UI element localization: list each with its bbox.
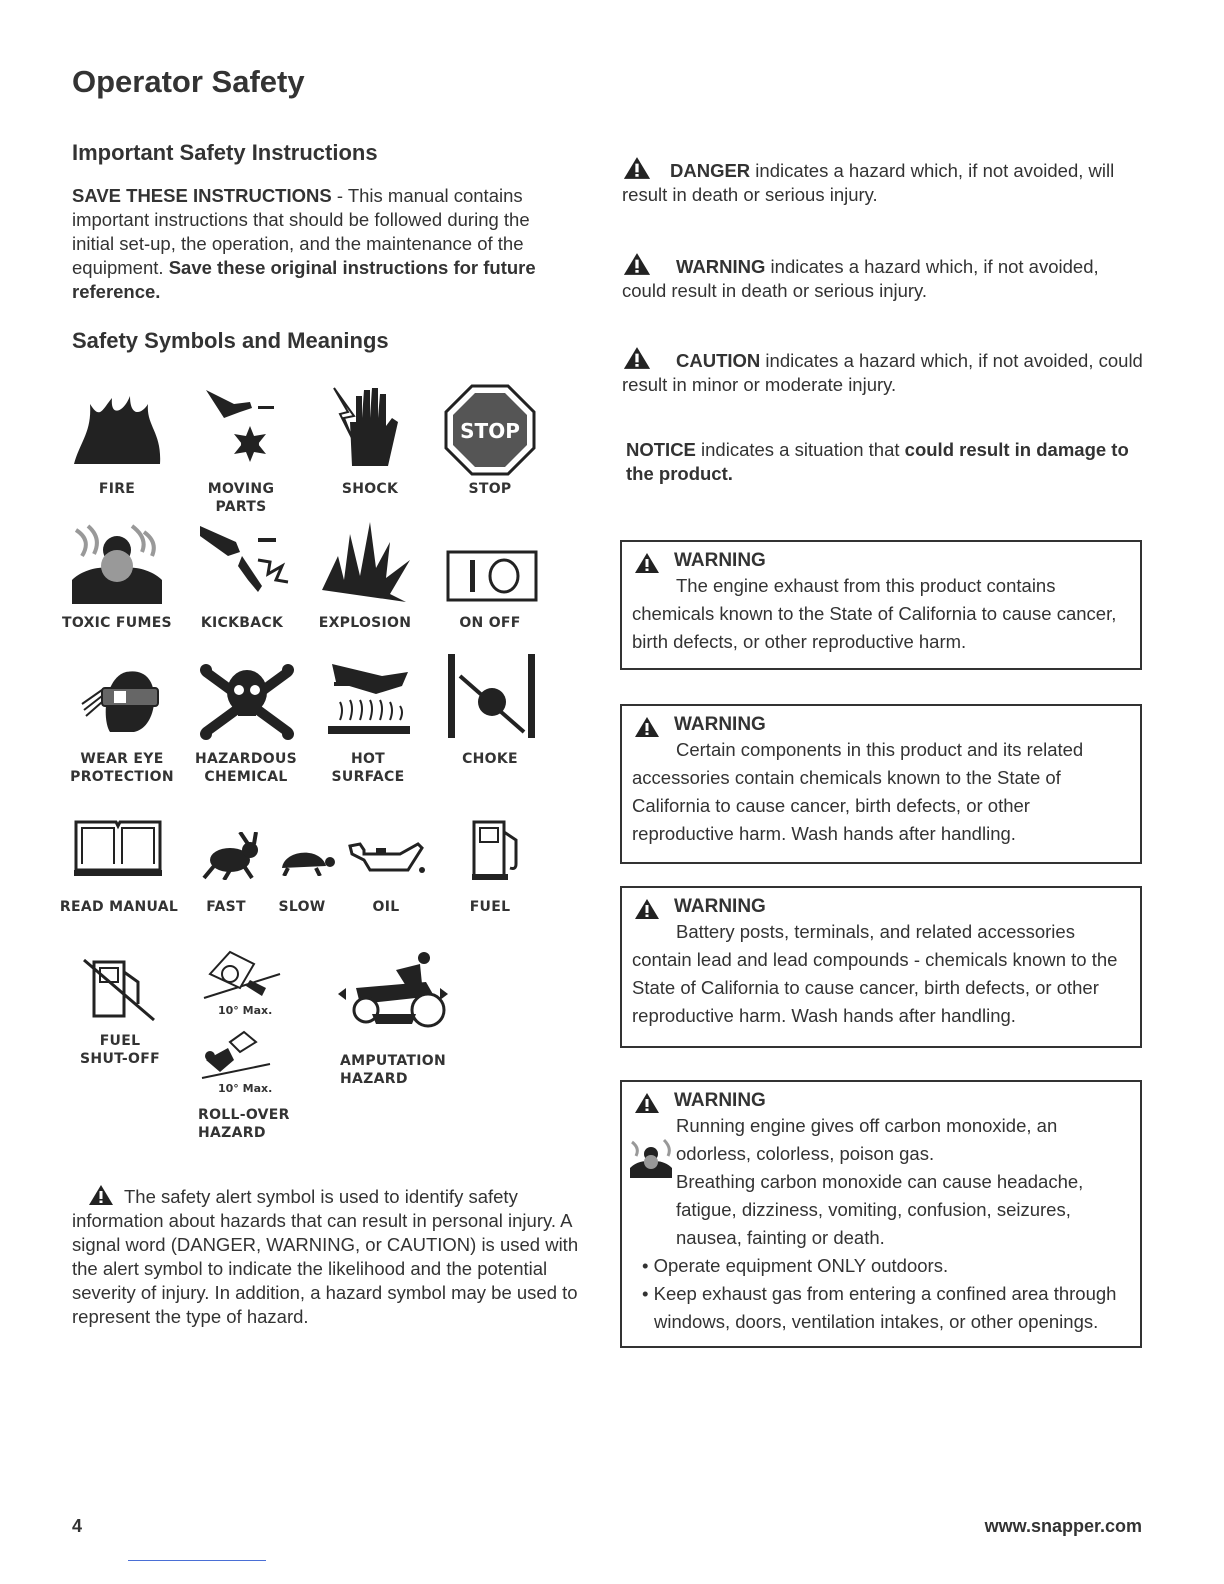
- danger-alert-icon: [622, 156, 652, 180]
- hazardous-line-1: HAZARDOUS: [195, 751, 297, 767]
- warning-box-4-bullet-1: • Operate equipment ONLY outdoors.: [642, 1255, 949, 1276]
- on-off-label: ON OFF: [459, 615, 521, 631]
- warning-box-components: [620, 704, 1142, 864]
- stop-label: STOP: [468, 481, 512, 497]
- danger-text: indicates a hazard which, if not avoided, will result in death or serious injury.: [622, 160, 1115, 205]
- fuel-pump-icon: [470, 818, 528, 882]
- caution-text: indicates a hazard which, if not avoided, could result in minor or moderate injury.: [622, 350, 1143, 395]
- rollover-person-icon: [200, 1030, 272, 1080]
- warning-box-battery: [620, 886, 1142, 1048]
- shock-icon: [330, 382, 410, 468]
- choke-icon: [446, 652, 538, 740]
- caution-word: CAUTION: [676, 350, 761, 371]
- warning-box-2-text: Certain components in this product and its related accessories contain chemicals known to the State of California to cause cancer, birth defects, or other reproductive harm. Wash hands after handling.: [632, 739, 1084, 844]
- warning-statement: [622, 252, 1146, 303]
- notice-bold: could result in damage to the product.: [626, 439, 1129, 484]
- footer-rule: [128, 1560, 266, 1561]
- amputation-line-1: AMPUTATION: [340, 1053, 446, 1069]
- max-label-1: 10° Max.: [218, 1004, 273, 1017]
- alert-paragraph: [72, 1184, 592, 1329]
- danger-word: DANGER: [670, 160, 751, 181]
- caution-statement: [622, 346, 1146, 397]
- toxic-fumes-label: TOXIC FUMES: [62, 615, 172, 631]
- rollover-line-2: HAZARD: [198, 1125, 266, 1141]
- turtle-icon: [276, 844, 338, 876]
- fire-icon: [72, 392, 164, 466]
- read-manual-label: READ MANUAL: [59, 899, 179, 915]
- warning-box-1-title: WARNING: [674, 550, 766, 571]
- warning-box-4-bullet-2: • Keep exhaust gas from entering a confined area through windows, doors, ventilation intakes, or other openings.: [642, 1283, 1117, 1332]
- wear-eye-line-1: WEAR EYE: [80, 751, 164, 767]
- page-title: Operator Safety: [72, 64, 305, 99]
- warning-box-3-icon: [634, 898, 660, 920]
- warning-box-4-icon: [634, 1092, 660, 1114]
- warning-box-1-text: The engine exhaust from this product contains chemicals known to the State of California to cause cancer, birth defects, or other reproductive harm.: [632, 575, 1117, 652]
- choke-label: CHOKE: [462, 751, 518, 767]
- save-instructions: [72, 184, 572, 304]
- warning-box-4-title: WARNING: [674, 1090, 766, 1111]
- stop-icon: [444, 384, 536, 476]
- oil-label: OIL: [372, 899, 400, 915]
- wear-eye-label: [62, 750, 182, 786]
- rollover-line-1: ROLL-OVER: [198, 1107, 290, 1123]
- danger-statement: [622, 156, 1146, 207]
- notice-word: NOTICE: [626, 439, 696, 460]
- slow-label: SLOW: [278, 899, 326, 915]
- notice-statement: [626, 438, 1146, 486]
- alert-text: The safety alert symbol is used to identify safety information about hazards that can result in personal injury. A signal word (DANGER, WARNING, or CAUTION) is used with the alert symbol to indicate the likelihood and the potential severity of injury. In addition, a hazard symbol may be used to represent the type of hazard.: [72, 1186, 579, 1327]
- hazardous-chemical-label: [188, 750, 304, 786]
- warning-box-exhaust: [620, 540, 1142, 670]
- footer-url[interactable]: www.snapper.com: [984, 1516, 1142, 1536]
- warning-box-3-text: Battery posts, terminals, and related accessories contain lead and lead compounds - chemicals known to the State of California to cause cancer, birth defects, or other reproductive harm. Wash hands after handling.: [632, 921, 1118, 1026]
- fire-label: FIRE: [98, 481, 136, 497]
- warning-box-2-title: WARNING: [674, 714, 766, 735]
- max-label-2: 10° Max.: [218, 1082, 273, 1095]
- warning-box-4-line-2: Breathing carbon monoxide can cause headache, fatigue, dizziness, vomiting, confusion, seizures, nausea, fainting or death.: [676, 1171, 1084, 1248]
- amputation-label: [340, 1052, 446, 1088]
- fuel-label: FUEL: [469, 899, 511, 915]
- hazardous-line-2: CHEMICAL: [204, 769, 288, 785]
- wear-eye-protection-icon: [80, 664, 160, 734]
- rollover-label: [198, 1106, 290, 1142]
- fast-label: FAST: [206, 899, 246, 915]
- warning-word: WARNING: [676, 256, 766, 277]
- moving-parts-label: MOVING PARTS: [207, 481, 275, 515]
- fuel-shutoff-line-2: SHUT-OFF: [80, 1051, 160, 1067]
- on-off-icon: [446, 550, 538, 602]
- save-bold: SAVE THESE INSTRUCTIONS: [72, 185, 332, 206]
- amputation-line-2: HAZARD: [340, 1071, 408, 1087]
- save-text: - This manual contains important instructions that should be followed during the initial set-up, the operation, and the maintenance of the equipment.: [72, 185, 530, 278]
- explosion-icon: [320, 520, 412, 604]
- warning-box-2-icon: [634, 716, 660, 738]
- kickback-icon: [198, 522, 290, 598]
- important-heading: Important Safety Instructions: [72, 140, 378, 165]
- warning-box-carbon-monoxide: [620, 1080, 1142, 1348]
- rollover-tractor-icon: [200, 944, 286, 1006]
- moving-parts-icon: [200, 386, 286, 466]
- fuel-shutoff-line-1: FUEL: [99, 1033, 141, 1049]
- bullet-2-text: Keep exhaust gas from entering a confined area through windows, doors, ventilation intakes, or other openings.: [653, 1283, 1117, 1332]
- bullet-1-text: Operate equipment ONLY outdoors.: [653, 1255, 949, 1276]
- wear-eye-line-2: PROTECTION: [70, 769, 174, 785]
- read-manual-icon: [72, 814, 164, 878]
- caution-alert-icon: [622, 346, 652, 370]
- fuel-shutoff-icon: [82, 956, 158, 1022]
- warning-box-4-line-1: Running engine gives off carbon monoxide, an odorless, colorless, poison gas.: [676, 1115, 1058, 1164]
- toxic-fumes-icon: [72, 520, 162, 604]
- save-bold-2: Save these original instructions for future reference.: [72, 257, 536, 302]
- warning-box-3-title: WARNING: [674, 896, 766, 917]
- toxic-fumes-small-icon: [630, 1136, 672, 1178]
- warning-box-1-icon: [634, 552, 660, 574]
- oil-can-icon: [346, 840, 428, 880]
- alert-triangle-icon: [88, 1184, 114, 1206]
- hazardous-chemical-icon: [200, 658, 294, 740]
- kickback-label: KICKBACK: [200, 615, 284, 631]
- hot-surface-label: HOT SURFACE: [331, 751, 405, 785]
- page-number: 4: [72, 1516, 83, 1536]
- warning-alert-icon: [622, 252, 652, 276]
- explosion-label: EXPLOSION: [318, 615, 412, 631]
- notice-text: indicates a situation that: [695, 439, 905, 460]
- amputation-hazard-icon: [336, 948, 450, 1030]
- warning-text: indicates a hazard which, if not avoided, could result in death or serious injury.: [622, 256, 1099, 301]
- rabbit-icon: [200, 832, 264, 880]
- hot-surface-icon: [326, 660, 412, 738]
- symbols-heading: Safety Symbols and Meanings: [72, 328, 389, 353]
- shock-label: SHOCK: [341, 481, 399, 497]
- fuel-shutoff-label: [70, 1032, 170, 1068]
- stop-sign-text: STOP: [460, 419, 520, 443]
